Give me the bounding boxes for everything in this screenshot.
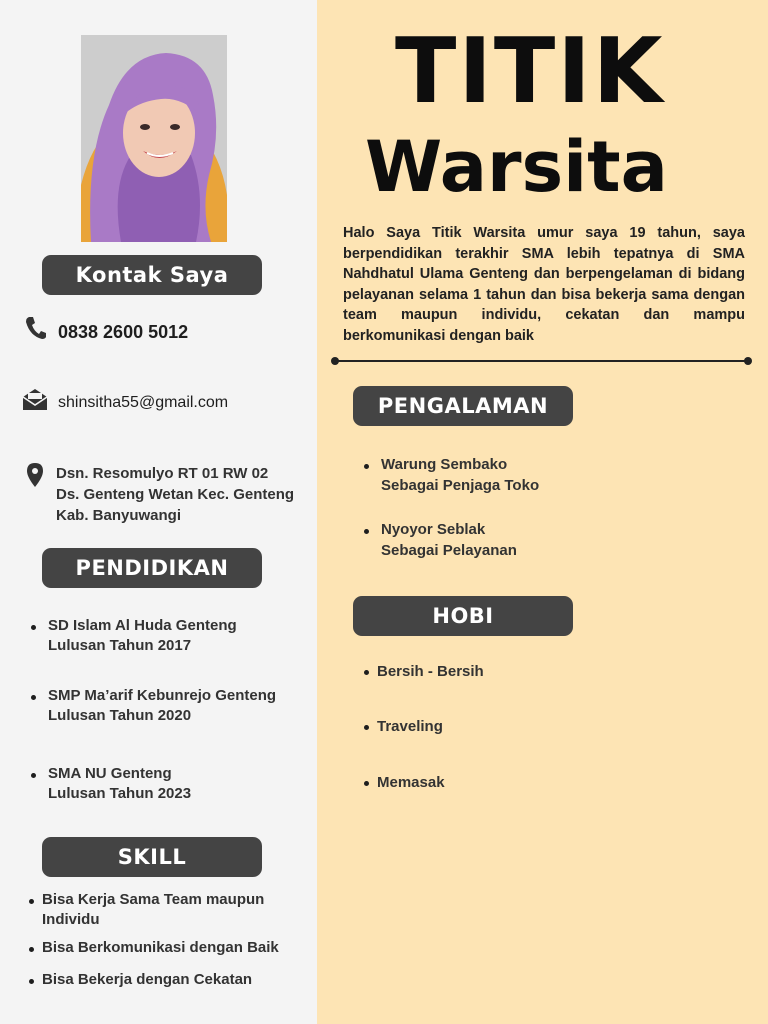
bullet bbox=[29, 947, 34, 952]
skill-text: Bisa Kerja Sama Team maupun bbox=[42, 891, 265, 908]
mail-icon bbox=[22, 387, 48, 413]
bullet bbox=[29, 979, 34, 984]
experience-role: Sebagai Pelayanan bbox=[381, 542, 517, 559]
bullet bbox=[31, 773, 36, 778]
bullet bbox=[364, 464, 369, 469]
name-first: TITIK bbox=[395, 19, 665, 124]
address-line: Dsn. Resomulyo RT 01 RW 02 bbox=[56, 465, 269, 482]
education-year: Lulusan Tahun 2023 bbox=[48, 785, 192, 802]
skill-text: Bisa Bekerja dengan Cekatan bbox=[42, 971, 253, 988]
education-heading: PENDIDIKAN bbox=[42, 548, 262, 588]
contact-heading: Kontak Saya bbox=[42, 255, 262, 295]
name-last: Warsita bbox=[365, 126, 668, 208]
skill-item bbox=[42, 938, 279, 958]
education-year: Lulusan Tahun 2017 bbox=[48, 637, 192, 654]
education-school: SD Islam Al Huda Genteng bbox=[48, 617, 237, 634]
about-text: Halo Saya Titik Warsita umur saya 19 tahun, saya berpendidikan terakhir SMA lebih tepatnya di SMA Nahdhatul Ulama Genteng dan berpengelaman di bidang pelayanan selama 1 tahun dan bisa bekerja sama dengan team maupun individu, cekatan dan mampu berkomunikasi dengan baik bbox=[343, 225, 745, 344]
hobby-item: Bersih - Bersih bbox=[377, 663, 484, 680]
section-divider bbox=[333, 360, 750, 362]
education-item bbox=[48, 616, 237, 656]
bullet bbox=[364, 529, 369, 534]
experience-role: Sebagai Penjaga Toko bbox=[381, 477, 540, 494]
profile-photo bbox=[81, 35, 227, 242]
hobby-item: Memasak bbox=[377, 774, 445, 791]
hobby-item: Traveling bbox=[377, 718, 443, 735]
education-item bbox=[48, 764, 191, 804]
education-school: SMA NU Genteng bbox=[48, 765, 172, 782]
skill-text: Individu bbox=[42, 911, 100, 928]
address-line: Kab. Banyuwangi bbox=[56, 507, 182, 524]
bullet bbox=[31, 695, 36, 700]
address bbox=[56, 463, 294, 526]
education-year: Lulusan Tahun 2020 bbox=[48, 707, 192, 724]
divider-dot bbox=[744, 357, 752, 365]
bullet bbox=[29, 899, 34, 904]
experience-item bbox=[381, 454, 539, 496]
address-line: Ds. Genteng Wetan Kec. Genteng bbox=[56, 486, 295, 503]
experience-item bbox=[381, 519, 517, 561]
bullet bbox=[364, 670, 369, 675]
location-pin-icon bbox=[26, 462, 52, 488]
bullet bbox=[364, 725, 369, 730]
education-school: SMP Ma’arif Kebunrejo Genteng bbox=[48, 687, 277, 704]
divider-dot bbox=[331, 357, 339, 365]
experience-place: Warung Sembako bbox=[381, 456, 508, 473]
phone-icon bbox=[25, 316, 51, 342]
education-item bbox=[48, 686, 276, 726]
portrait-illustration bbox=[81, 35, 227, 242]
phone-number: 0838 2600 5012 bbox=[58, 322, 189, 342]
bullet bbox=[31, 625, 36, 630]
experience-place: Nyoyor Seblak bbox=[381, 521, 486, 538]
email-address: shinsitha55@gmail.com bbox=[58, 394, 229, 411]
experience-heading: PENGALAMAN bbox=[353, 386, 573, 426]
skill-text: Bisa Berkomunikasi dengan Baik bbox=[42, 939, 279, 956]
skill-heading: SKILL bbox=[42, 837, 262, 877]
bullet bbox=[364, 781, 369, 786]
skill-item bbox=[42, 890, 264, 930]
hobby-heading: HOBI bbox=[353, 596, 573, 636]
skill-item bbox=[42, 970, 252, 990]
